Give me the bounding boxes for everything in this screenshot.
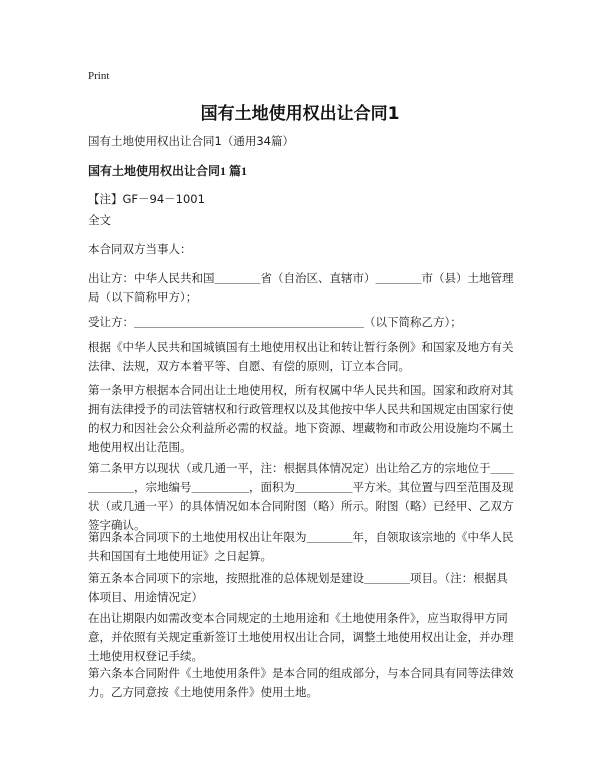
- print-link[interactable]: Print: [88, 70, 110, 82]
- subtitle: 国有土地使用权出让合同1（通用34篇）: [88, 134, 294, 148]
- note-line: 【注】GF－94－1001: [88, 192, 205, 206]
- paragraph: 出让方：中华人民共和国＿＿＿＿省（自治区、直辖市）＿＿＿＿市（县）土地管理局（以下简称甲方）；: [88, 271, 514, 304]
- paragraph: 第五条本合同项下的宗地，按照批准的总体规划是建设＿＿＿＿项目。（注：根据具体项目、用途情况定）: [88, 571, 508, 604]
- document-title: 国有土地使用权出让合同1: [200, 104, 400, 124]
- paragraph: 第二条甲方以现状（或几通一平，注：根据具体情况定）出让给乙方的宗地位于＿＿＿＿＿＿，宗地编号＿＿＿＿＿，面积为＿＿＿＿＿平方米。其位置与四至范围及现状（或几通一平）的具体情况如本合同附图（略）所示。附图（略）已经甲、乙双方签字确认。: [88, 461, 514, 532]
- paragraph: 根据《中华人民共和国城镇国有土地使用权出让和转让暂行条例》和国家及地方有关法律、法规，双方本着平等、自愿、有偿的原则，订立本合同。: [88, 340, 514, 373]
- section-heading: 国有土地使用权出让合同1 篇1: [88, 164, 248, 178]
- paragraph: 受让方：＿＿＿＿＿＿＿＿＿＿＿＿＿＿＿＿＿＿＿＿（以下简称乙方）；: [88, 315, 462, 329]
- paragraph: 本合同双方当事人：: [88, 242, 192, 256]
- paragraph: 第四条本合同项下的土地使用权出让年限为＿＿＿＿年，自领取该宗地的《中华人民共和国国有土地使用证》之日起算。: [88, 530, 514, 563]
- full-text-label: 全文: [88, 213, 111, 227]
- paragraph: 第六条本合同附件《土地使用条件》是本合同的组成部分，与本合同具有同等法律效力。乙方同意按《土地使用条件》使用土地。: [88, 666, 514, 699]
- paragraph: 在出让期限内如需改变本合同规定的土地用途和《土地使用条件》，应当取得甲方同意，并依照有关规定重新签订土地使用权出让合同，调整土地使用权出让金，并办理土地使用权登记手续。: [88, 611, 514, 663]
- paragraph: 第一条甲方根据本合同出让土地使用权，所有权属中华人民共和国。国家和政府对其拥有法律授予的司法管辖权和行政管理权以及其他按中华人民共和国规定由国家行使的权力和因社会公众利益所必需的权益。地下资源、埋藏物和市政公用设施均不属土地使用权出让范围。: [88, 383, 514, 454]
